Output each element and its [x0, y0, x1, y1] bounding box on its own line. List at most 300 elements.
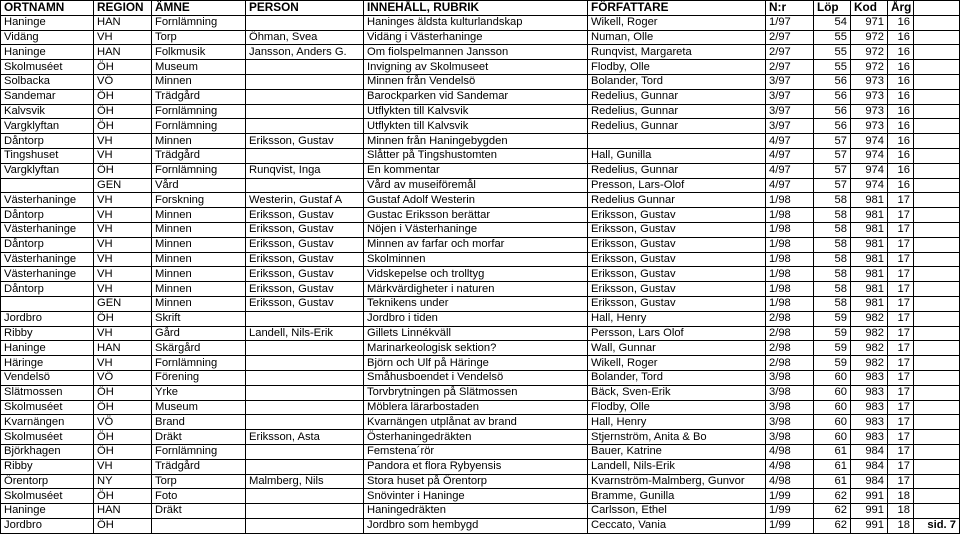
- cell-nr: 1/99: [766, 518, 814, 533]
- cell-lop: 54: [814, 15, 851, 30]
- cell-forfattare: Redelius, Gunnar: [588, 119, 766, 134]
- cell-ortnamn: Skolmuséet: [1, 60, 94, 75]
- cell-page-ref: [914, 60, 960, 75]
- cell-innehall: Minnen från Haningebygden: [364, 134, 588, 149]
- cell-ortnamn: Dåntorp: [1, 237, 94, 252]
- cell-page-ref: [914, 74, 960, 89]
- cell-page-ref: [914, 178, 960, 193]
- cell-amne: Förening: [152, 370, 246, 385]
- table-row: [1, 282, 960, 297]
- cell-arg: 17: [888, 459, 914, 474]
- cell-lop: 55: [814, 45, 851, 60]
- cell-region: ÖH: [94, 60, 152, 75]
- cell-kod: 981: [851, 237, 888, 252]
- cell-region: HAN: [94, 15, 152, 30]
- cell-arg: 16: [888, 15, 914, 30]
- cell-region: ÖH: [94, 489, 152, 504]
- cell-person: [246, 341, 364, 356]
- cell-nr: 1/98: [766, 296, 814, 311]
- cell-forfattare: Ceccato, Vania: [588, 518, 766, 533]
- cell-region: VH: [94, 208, 152, 223]
- table-row: [1, 430, 960, 445]
- cell-arg: 17: [888, 474, 914, 489]
- cell-kod: 972: [851, 60, 888, 75]
- cell-nr: 2/98: [766, 356, 814, 371]
- cell-page-ref: [914, 282, 960, 297]
- cell-region: VH: [94, 459, 152, 474]
- cell-page-ref: [914, 208, 960, 223]
- cell-kod: 984: [851, 474, 888, 489]
- cell-kod: 973: [851, 89, 888, 104]
- cell-forfattare: Kvarnström-Malmberg, Gunvor: [588, 474, 766, 489]
- cell-page-ref: [914, 326, 960, 341]
- cell-kod: 974: [851, 148, 888, 163]
- cell-person: [246, 178, 364, 193]
- cell-ortnamn: Skolmuséet: [1, 400, 94, 415]
- cell-innehall: Invigning av Skolmuseet: [364, 60, 588, 75]
- cell-amne: Minnen: [152, 296, 246, 311]
- cell-arg: 17: [888, 296, 914, 311]
- cell-person: [246, 415, 364, 430]
- cell-amne: Gård: [152, 326, 246, 341]
- cell-person: Eriksson, Gustav: [246, 267, 364, 282]
- cell-amne: Dräkt: [152, 504, 246, 519]
- table-body: [1, 15, 960, 533]
- cell-nr: 2/97: [766, 45, 814, 60]
- cell-page-ref: [914, 385, 960, 400]
- cell-ortnamn: Ribby: [1, 326, 94, 341]
- cell-kod: 974: [851, 178, 888, 193]
- cell-innehall: Minnen från Vendelsö: [364, 74, 588, 89]
- table-row: [1, 474, 960, 489]
- cell-region: ÖH: [94, 385, 152, 400]
- cell-region: VH: [94, 148, 152, 163]
- table-row: [1, 30, 960, 45]
- cell-person: Jansson, Anders G.: [246, 45, 364, 60]
- cell-page-ref: [914, 504, 960, 519]
- cell-page-ref: [914, 163, 960, 178]
- cell-forfattare: Hall, Henry: [588, 415, 766, 430]
- cell-region: VH: [94, 326, 152, 341]
- cell-region: VH: [94, 222, 152, 237]
- column-header-amne: ÄMNE: [152, 1, 246, 16]
- cell-person: [246, 489, 364, 504]
- cell-ortnamn: Vendelsö: [1, 370, 94, 385]
- cell-page-ref: [914, 370, 960, 385]
- cell-nr: 4/98: [766, 444, 814, 459]
- cell-ortnamn: Sandemar: [1, 89, 94, 104]
- cell-nr: 4/98: [766, 459, 814, 474]
- cell-kod: 991: [851, 489, 888, 504]
- cell-ortnamn: Solbacka: [1, 74, 94, 89]
- cell-amne: Vård: [152, 178, 246, 193]
- cell-nr: 1/98: [766, 193, 814, 208]
- cell-kod: 972: [851, 45, 888, 60]
- cell-lop: 61: [814, 444, 851, 459]
- cell-innehall: Björn och Ulf på Häringe: [364, 356, 588, 371]
- cell-kod: 973: [851, 104, 888, 119]
- cell-kod: 991: [851, 504, 888, 519]
- cell-forfattare: Eriksson, Gustav: [588, 252, 766, 267]
- cell-lop: 62: [814, 518, 851, 533]
- cell-person: [246, 60, 364, 75]
- cell-kod: 974: [851, 134, 888, 149]
- column-header-lop: Löp: [814, 1, 851, 16]
- cell-kod: 972: [851, 30, 888, 45]
- cell-lop: 58: [814, 222, 851, 237]
- cell-kod: 982: [851, 326, 888, 341]
- cell-page-ref: [914, 311, 960, 326]
- cell-page-ref: [914, 193, 960, 208]
- cell-lop: 57: [814, 178, 851, 193]
- cell-ortnamn: Kvarnängen: [1, 415, 94, 430]
- cell-forfattare: Eriksson, Gustav: [588, 237, 766, 252]
- cell-arg: 17: [888, 385, 914, 400]
- cell-innehall: Kvarnängen utplånat av brand: [364, 415, 588, 430]
- table-row: [1, 296, 960, 311]
- table-row: [1, 45, 960, 60]
- cell-ortnamn: Västerhaninge: [1, 222, 94, 237]
- cell-lop: 58: [814, 296, 851, 311]
- table-row: [1, 222, 960, 237]
- cell-ortnamn: [1, 178, 94, 193]
- cell-nr: 1/99: [766, 489, 814, 504]
- cell-forfattare: Eriksson, Gustav: [588, 296, 766, 311]
- cell-lop: 60: [814, 385, 851, 400]
- cell-ortnamn: [1, 296, 94, 311]
- cell-region: GEN: [94, 178, 152, 193]
- cell-page-ref: [914, 134, 960, 149]
- cell-arg: 17: [888, 282, 914, 297]
- cell-innehall: Femstena´rör: [364, 444, 588, 459]
- cell-arg: 18: [888, 489, 914, 504]
- cell-ortnamn: Jordbro: [1, 311, 94, 326]
- cell-nr: 4/97: [766, 134, 814, 149]
- cell-amne: Skärgård: [152, 341, 246, 356]
- cell-arg: 17: [888, 326, 914, 341]
- cell-lop: 55: [814, 30, 851, 45]
- cell-page-ref: [914, 119, 960, 134]
- cell-ortnamn: Björkhagen: [1, 444, 94, 459]
- cell-amne: Trädgård: [152, 459, 246, 474]
- cell-lop: 61: [814, 474, 851, 489]
- cell-amne: Minnen: [152, 74, 246, 89]
- cell-forfattare: Numan, Olle: [588, 30, 766, 45]
- cell-amne: Fornlämning: [152, 356, 246, 371]
- table-row: [1, 104, 960, 119]
- cell-forfattare: Hall, Henry: [588, 311, 766, 326]
- cell-nr: 3/97: [766, 89, 814, 104]
- cell-arg: 17: [888, 222, 914, 237]
- cell-forfattare: Bramme, Gunilla: [588, 489, 766, 504]
- column-header-region: REGION: [94, 1, 152, 16]
- cell-region: HAN: [94, 504, 152, 519]
- cell-ortnamn: Örentorp: [1, 474, 94, 489]
- cell-innehall: Torvbrytningen på Slätmossen: [364, 385, 588, 400]
- cell-amne: Museum: [152, 400, 246, 415]
- cell-region: ÖH: [94, 444, 152, 459]
- cell-kod: 984: [851, 459, 888, 474]
- cell-nr: 3/97: [766, 119, 814, 134]
- cell-nr: 3/98: [766, 400, 814, 415]
- cell-person: Eriksson, Gustav: [246, 208, 364, 223]
- cell-region: ÖH: [94, 119, 152, 134]
- cell-region: VH: [94, 267, 152, 282]
- cell-kod: 991: [851, 518, 888, 533]
- cell-page-ref: [914, 252, 960, 267]
- cell-lop: 56: [814, 104, 851, 119]
- cell-innehall: Skolminnen: [364, 252, 588, 267]
- cell-amne: Minnen: [152, 237, 246, 252]
- cell-lop: 56: [814, 74, 851, 89]
- cell-kod: 981: [851, 296, 888, 311]
- cell-person: [246, 459, 364, 474]
- cell-lop: 57: [814, 134, 851, 149]
- cell-kod: 983: [851, 370, 888, 385]
- cell-innehall: Vidäng i Västerhaninge: [364, 30, 588, 45]
- cell-amne: Fornlämning: [152, 444, 246, 459]
- cell-kod: 973: [851, 119, 888, 134]
- cell-page-ref: [914, 237, 960, 252]
- cell-forfattare: Persson, Lars Olof: [588, 326, 766, 341]
- cell-ortnamn: Slätmossen: [1, 385, 94, 400]
- cell-forfattare: Bäck, Sven-Erik: [588, 385, 766, 400]
- cell-page-ref: [914, 30, 960, 45]
- cell-region: VH: [94, 356, 152, 371]
- cell-lop: 62: [814, 489, 851, 504]
- cell-nr: 2/98: [766, 341, 814, 356]
- cell-person: [246, 518, 364, 533]
- cell-nr: 4/97: [766, 178, 814, 193]
- cell-ortnamn: Skolmuséet: [1, 430, 94, 445]
- table-row: [1, 326, 960, 341]
- cell-arg: 17: [888, 311, 914, 326]
- cell-person: Eriksson, Asta: [246, 430, 364, 445]
- table-row: [1, 163, 960, 178]
- cell-page-ref: [914, 474, 960, 489]
- table-row: [1, 148, 960, 163]
- cell-innehall: Nöjen i Västerhaninge: [364, 222, 588, 237]
- cell-kod: 981: [851, 282, 888, 297]
- column-header-kod: Kod: [851, 1, 888, 16]
- cell-ortnamn: Västerhaninge: [1, 252, 94, 267]
- cell-innehall: En kommentar: [364, 163, 588, 178]
- cell-arg: 17: [888, 208, 914, 223]
- cell-arg: 16: [888, 178, 914, 193]
- cell-arg: 16: [888, 104, 914, 119]
- cell-innehall: Snövinter i Haninge: [364, 489, 588, 504]
- cell-innehall: Pandora et flora Rybyensis: [364, 459, 588, 474]
- cell-innehall: Haninges äldsta kulturlandskap: [364, 15, 588, 30]
- cell-ortnamn: Haninge: [1, 15, 94, 30]
- cell-arg: 17: [888, 370, 914, 385]
- cell-kod: 973: [851, 74, 888, 89]
- cell-person: [246, 444, 364, 459]
- table-row: [1, 504, 960, 519]
- cell-nr: 1/97: [766, 15, 814, 30]
- cell-lop: 60: [814, 370, 851, 385]
- cell-person: Runqvist, Inga: [246, 163, 364, 178]
- cell-region: ÖH: [94, 311, 152, 326]
- cell-amne: Skrift: [152, 311, 246, 326]
- cell-nr: 4/97: [766, 148, 814, 163]
- cell-lop: 58: [814, 193, 851, 208]
- cell-arg: 17: [888, 193, 914, 208]
- cell-arg: 18: [888, 518, 914, 533]
- cell-lop: 62: [814, 504, 851, 519]
- cell-kod: 983: [851, 430, 888, 445]
- cell-arg: 16: [888, 45, 914, 60]
- cell-arg: 17: [888, 252, 914, 267]
- cell-forfattare: Bolander, Tord: [588, 370, 766, 385]
- cell-lop: 56: [814, 119, 851, 134]
- cell-ortnamn: Vargklyftan: [1, 163, 94, 178]
- cell-lop: 59: [814, 341, 851, 356]
- cell-forfattare: Presson, Lars-Olof: [588, 178, 766, 193]
- cell-forfattare: [588, 134, 766, 149]
- cell-page-ref: [914, 489, 960, 504]
- table-row: [1, 518, 960, 533]
- cell-page-ref: [914, 222, 960, 237]
- cell-person: Eriksson, Gustav: [246, 296, 364, 311]
- cell-lop: 58: [814, 282, 851, 297]
- cell-nr: 3/98: [766, 370, 814, 385]
- table-row: [1, 444, 960, 459]
- table-row: [1, 489, 960, 504]
- cell-forfattare: Hall, Gunilla: [588, 148, 766, 163]
- cell-kod: 982: [851, 341, 888, 356]
- cell-amne: Folkmusik: [152, 45, 246, 60]
- cell-person: [246, 15, 364, 30]
- cell-amne: Fornlämning: [152, 119, 246, 134]
- cell-person: [246, 370, 364, 385]
- cell-innehall: Jordbro som hembygd: [364, 518, 588, 533]
- table-row: [1, 15, 960, 30]
- cell-amne: Brand: [152, 415, 246, 430]
- cell-person: [246, 385, 364, 400]
- cell-nr: 3/98: [766, 385, 814, 400]
- cell-person: [246, 400, 364, 415]
- table-row: [1, 385, 960, 400]
- cell-forfattare: Landell, Nils-Erik: [588, 459, 766, 474]
- cell-forfattare: Redelius, Gunnar: [588, 163, 766, 178]
- cell-ortnamn: Västerhaninge: [1, 193, 94, 208]
- cell-nr: 4/98: [766, 474, 814, 489]
- cell-kod: 981: [851, 267, 888, 282]
- cell-nr: 3/98: [766, 415, 814, 430]
- cell-amne: Minnen: [152, 267, 246, 282]
- cell-page-ref: [914, 148, 960, 163]
- cell-amne: Minnen: [152, 222, 246, 237]
- cell-region: VÖ: [94, 370, 152, 385]
- cell-innehall: Österhaningedräkten: [364, 430, 588, 445]
- cell-amne: Fornlämning: [152, 15, 246, 30]
- cell-page-ref: [914, 415, 960, 430]
- cell-innehall: Möblera lärarbostaden: [364, 400, 588, 415]
- cell-person: Eriksson, Gustav: [246, 252, 364, 267]
- column-header-page-ref: [914, 1, 960, 16]
- cell-page-ref: [914, 45, 960, 60]
- cell-forfattare: Eriksson, Gustav: [588, 222, 766, 237]
- table-row: [1, 178, 960, 193]
- cell-page-ref: [914, 430, 960, 445]
- cell-kod: 982: [851, 311, 888, 326]
- cell-forfattare: Runqvist, Margareta: [588, 45, 766, 60]
- cell-page-ref: [914, 444, 960, 459]
- table-row: [1, 267, 960, 282]
- cell-innehall: Gillets Linnékväll: [364, 326, 588, 341]
- cell-region: NY: [94, 474, 152, 489]
- cell-page-ref: [914, 341, 960, 356]
- column-header-innehall: INNEHÅLL, RUBRIK: [364, 1, 588, 16]
- cell-kod: 981: [851, 208, 888, 223]
- cell-person: Westerin, Gustaf A: [246, 193, 364, 208]
- table-row: [1, 400, 960, 415]
- cell-kod: 974: [851, 163, 888, 178]
- cell-region: VH: [94, 252, 152, 267]
- cell-amne: Minnen: [152, 134, 246, 149]
- cell-nr: 3/97: [766, 74, 814, 89]
- cell-amne: Minnen: [152, 252, 246, 267]
- cell-lop: 60: [814, 415, 851, 430]
- cell-innehall: Teknikens under: [364, 296, 588, 311]
- cell-region: VH: [94, 237, 152, 252]
- table-row: [1, 74, 960, 89]
- cell-innehall: Om fiolspelmannen Jansson: [364, 45, 588, 60]
- cell-page-ref: [914, 104, 960, 119]
- cell-innehall: Vård av museiföremål: [364, 178, 588, 193]
- cell-arg: 16: [888, 89, 914, 104]
- cell-nr: 1/98: [766, 222, 814, 237]
- cell-lop: 58: [814, 267, 851, 282]
- cell-region: ÖH: [94, 430, 152, 445]
- table-row: [1, 193, 960, 208]
- cell-lop: 59: [814, 311, 851, 326]
- cell-kod: 982: [851, 356, 888, 371]
- cell-lop: 61: [814, 459, 851, 474]
- cell-kod: 983: [851, 400, 888, 415]
- cell-forfattare: Eriksson, Gustav: [588, 267, 766, 282]
- cell-arg: 17: [888, 237, 914, 252]
- cell-region: HAN: [94, 341, 152, 356]
- cell-forfattare: Carlsson, Ethel: [588, 504, 766, 519]
- cell-forfattare: Flodby, Olle: [588, 60, 766, 75]
- cell-innehall: Småhusboendet i Vendelsö: [364, 370, 588, 385]
- column-header-forfattare: FÖRFATTARE: [588, 1, 766, 16]
- cell-page-ref: [914, 400, 960, 415]
- cell-forfattare: Redelius Gunnar: [588, 193, 766, 208]
- table-row: [1, 415, 960, 430]
- cell-page-ref: [914, 459, 960, 474]
- table-row: [1, 119, 960, 134]
- cell-lop: 60: [814, 430, 851, 445]
- cell-region: VH: [94, 193, 152, 208]
- cell-forfattare: Redelius, Gunnar: [588, 89, 766, 104]
- cell-amne: Fornlämning: [152, 163, 246, 178]
- cell-person: [246, 89, 364, 104]
- cell-innehall: Vidskepelse och trolltyg: [364, 267, 588, 282]
- cell-forfattare: Redelius, Gunnar: [588, 104, 766, 119]
- table-row: [1, 341, 960, 356]
- cell-person: Malmberg, Nils: [246, 474, 364, 489]
- cell-page-ref: [914, 89, 960, 104]
- table-row: [1, 459, 960, 474]
- cell-innehall: Gustac Eriksson berättar: [364, 208, 588, 223]
- cell-kod: 981: [851, 222, 888, 237]
- cell-amne: Foto: [152, 489, 246, 504]
- cell-ortnamn: Dåntorp: [1, 134, 94, 149]
- cell-ortnamn: Ribby: [1, 459, 94, 474]
